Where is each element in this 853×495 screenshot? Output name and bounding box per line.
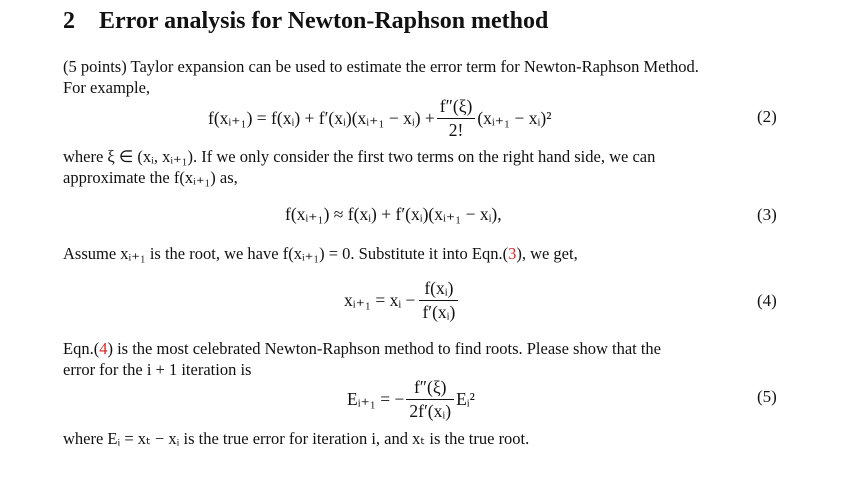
paragraph-root [63, 243, 793, 264]
section-heading [63, 8, 548, 35]
text-line: where Eᵢ = xₜ − xᵢ is the true error for iteration i, and xₜ is the true root. [63, 429, 530, 448]
eq5-numerator: f″(ξ) [413, 376, 447, 397]
eq2-denominator: 2! [448, 119, 464, 140]
fraction-bar [406, 399, 454, 400]
section-title: Error analysis for Newton-Raphson method [99, 8, 549, 34]
eq5-tail: Eᵢ² [456, 388, 475, 409]
eq5-fraction [406, 377, 454, 422]
eq2-numerator: f″(ξ) [439, 95, 473, 116]
text-line: (5 points) Taylor expansion can be used to estimate the error term for Newton-Raphson Method. [63, 57, 699, 76]
section-number: 2 [63, 8, 75, 34]
equation-reference-link[interactable]: 3 [508, 244, 517, 263]
equation-number-5: (5) [757, 387, 777, 406]
eq4-lhs: xᵢ₊₁ = xᵢ − [344, 289, 416, 310]
text-line: For example, [63, 78, 151, 97]
equation-5 [347, 376, 475, 422]
text-segment: ), we get, [516, 244, 578, 263]
eq2-tail: (xᵢ₊₁ − xᵢ)² [477, 107, 552, 128]
equation-number-4: (4) [757, 291, 777, 310]
fraction-bar [419, 300, 458, 301]
eq2-lhs: f(xᵢ₊₁) = f(xᵢ) + f′(xᵢ)(xᵢ₊₁ − xᵢ) + [208, 107, 435, 128]
eq2-fraction [437, 96, 476, 141]
text-segment: ) is the most celebrated Newton-Raphson method to find roots. Please show that the [107, 339, 662, 358]
equation-number-3: (3) [757, 205, 777, 224]
text-segment: Assume xᵢ₊₁ is the root, we have f(xᵢ₊₁) = 0. Substitute it into Eqn.( [63, 244, 509, 263]
eq4-fraction [419, 278, 458, 323]
equation-reference-link[interactable]: 4 [99, 339, 108, 358]
fraction-bar [437, 118, 476, 119]
paragraph-approx [63, 146, 793, 188]
text-line: where ξ ∈ (xᵢ, xᵢ₊₁). If we only consider the first two terms on the right hand side, we can [63, 147, 656, 166]
eq4-denominator: f′(xᵢ) [422, 301, 456, 322]
paragraph-true-error [63, 428, 793, 449]
text-line: error for the i + 1 iteration is [63, 360, 252, 379]
equation-3: f(xᵢ₊₁) ≈ f(xᵢ) + f′(xᵢ)(xᵢ₊₁ − xᵢ), [285, 204, 502, 224]
equation-number-2: (2) [757, 107, 777, 126]
text-line: approximate the f(xᵢ₊₁) as, [63, 168, 238, 187]
eq5-denominator: 2f′(xᵢ) [409, 400, 452, 421]
text-segment: Eqn.( [63, 339, 100, 358]
eq4-numerator: f(xᵢ) [424, 277, 454, 298]
text-line [63, 338, 793, 359]
equation-4 [344, 276, 458, 324]
equation-2 [208, 96, 551, 140]
eq5-lhs: Eᵢ₊₁ = − [347, 388, 405, 409]
paragraph-newton [63, 338, 793, 380]
paragraph-intro [63, 56, 793, 98]
